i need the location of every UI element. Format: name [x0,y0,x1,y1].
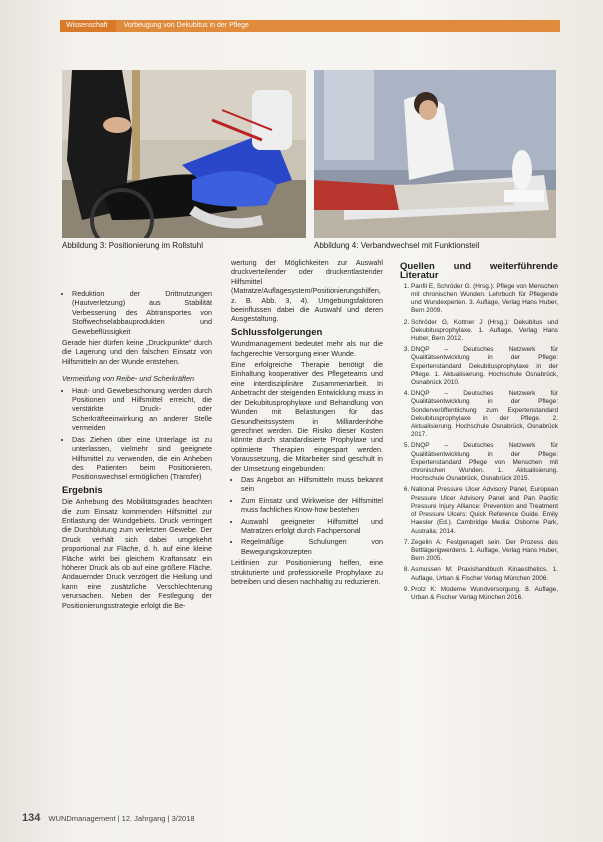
column-middle [231,258,383,588]
paragraph: wertung der Möglichkeiten zur Auswahl druckverteilender oder druckentlastender Hilfsmittel (Matratze/Auflagesystem/Positionierungshilfen, z. B. Abb. 3, 4). Umgebungsfaktoren beeinflussen dabei die Auswahl und deren Ausgestaltung. [231,258,383,324]
paragraph: Eine erfolgreiche Therapie benötigt die Einhaltung kooperativer des Pflegeteams und eine interdisziplinäre Zusammenarbeit. In Anbetracht der steigenden Entwicklung muss in der Dekubitusprophylaxe und Behandlung von Wunden mit Belastungen für das Gesundheitssystem in Milliardenhöhe gerechnet werden. Die Risiko dieser Kosten könnte durch standardisierte Prophylaxe und optimierte Therapien eingespart werden. Voraussetzung, die Mitarbeiter sind geschult in der Umsetzung eingebunden: [231,360,383,473]
list-item: • Zum Einsatz und Wirkweise der Hilfsmittel muss fachliches Know-how bestehen [241,496,383,515]
reference-item: 7. Zegelin A: Festgenagelt sein. Der Prozess des Bettlägerigwerdens. 1. Auflage, Verlag Hans Huber, Bern 2005. [411,539,558,564]
column-right [400,258,558,605]
paragraph: Wundmanagement bedeutet mehr als nur die fachgerechte Versorgung einer Wunde. [231,339,383,358]
header-title: Vorbeugung von Dekubitus in der Pflege [123,22,249,29]
paragraph: Leitlinien zur Positionierung helfen, eine strukturierte und professionelle Prophylaxe zu betreiben und diesen nachhaltig zu reduzieren. [231,558,383,586]
bullet-list [62,289,212,336]
reference-item: 3. DNQP – Deutsches Netzwerk für Qualitätsentwicklung in der Pflege: Expertenstandard Dekubitusprophylaxe in der Pflege. 1. Aktualisierung. Hochschule Osnabrück, Osnabrück 2010. [411,346,558,387]
reference-item: 9. Protz K: Moderne Wundversorgung. 8. Auflage, Urban & Fischer Verlag München 2016. [411,586,558,602]
references-heading: Quellen und weiterführende Literatur [400,261,558,282]
figure-caption-3: Abbildung 3: Positionierung im Rollstuhl [62,241,203,250]
reference-item: 6. National Pressure Ulcer Advisory Panel, European Pressure Ulcer Advisory Panel and Pan Pacific Pressure Injury Alliance: Prevention and Treatment of Pressure Ulcers: Quick Reference Guide. Emily Haesler (Ed.). Cambridge Media: Osborne Park, Australia; 2014. [411,486,558,535]
reference-item: 5. DNQP – Deutsches Netzwerk für Qualitätsentwicklung in der Pflege: Expertenstandard Pflege von Menschen mit chronischen Wunden. 1. Aktualisierung. Hochschule Osnabrück, Osnabrück 2015. [411,442,558,483]
list-item: • Auswahl geeigneter Hilfsmittel und Matratzen erfolgt durch Fachpersonal [241,517,383,536]
figure-caption-4: Abbildung 4: Verbandwechsel mit Funktionsteil [314,241,480,250]
paragraph: Die Anhebung des Mobilitätsgrades beachten die zum Einsatz kommenden Hilfsmittel zur Entlastung der Wundgebiets. Druck verringert die Durchblutung zum verletzten Gewebe. Der Druck verhält sich dabei umgekehrt proportional zur Fläche, d. h. auf eine kleine Fläche wirkt bei gleichem Kraftansatz ein höherer Druck als ob auf eine größere Fläche. Andauernder Druck verzögert die Heilung und kann eine zusätzliche Verschlechterung verursachen. Neben der Festlegung der Positionierungsstrategie erfolgt die Be- [62,497,212,610]
list-item: • Reduktion der Drittnutzungen (Hautverletzung) aus Stabilität Verbesserung des Abtransportes von Stoffwechselabbauprodukten und Gewebeflüssigkeit [72,289,212,336]
reference-item: 8. Asmussen M: Praxishandbuch Kinaesthetics. 1. Auflage, Urban & Fischer Verlag München 2006. [411,566,558,582]
reference-item: 1. Panfil E, Schröder G. (Hrsg.): Pflege von Menschen mit chronischen Wunden. Lehrbuch für Pflegende und Wundexperten. 3. Auflage, Verlag Hans Huber, Bern 2009. [411,283,558,316]
list-item: • Das Ziehen über eine Unterlage ist zu unterlassen, vielmehr sind geeignete Hilfsmittel zu verwenden, die ein Anheben des Patienten beim Positionieren, Positionswechsel ermöglichen (Transfer) [72,435,212,482]
journal-info: WUNDmanagement | 12. Jahrgang | 3/2018 [48,814,195,823]
figure-dressing-photo [314,70,556,238]
section-heading: Ergebnis [62,484,103,496]
reference-list [400,283,558,602]
reference-item: 4. DNQP – Deutsches Netzwerk für Qualitätsentwicklung in der Pflege: Sonderveröffentlichung zum Expertenstandard Dekubitusprophylaxe in der Pflege. 2. Aktualisierung. Hochschule Osnabrück, Osnabrück 2017. [411,390,558,439]
list-item: • Das Angebot an Hilfsmitteln muss bekannt sein [241,475,383,494]
header-section: Wissenschaft [60,20,116,32]
list-item: • Haut- und Gewebeschonung werden durch Positionen und Hilfsmittel erreicht, die verstärkte Druck- oder Scherkräfteeinwirkung an anderer Stelle vermeiden [72,386,212,433]
column-left [62,289,212,612]
page-number: 134 [22,812,41,824]
bullet-list [62,386,212,482]
section-heading: Schlussfolgerungen [231,326,323,338]
page-footer [22,812,195,824]
figure-wheelchair-photo [62,70,306,238]
bullet-list [231,475,383,556]
running-header [60,20,560,32]
reference-item: 2. Schröder G, Kottner J (Hrsg.): Dekubitus und Dekubitusprophylaxe. 1. Auflage, Verlag Hans Huber, Bern 2012. [411,319,558,344]
paragraph: Gerade hier dürfen keine „Druckpunkte“ durch die Lagerung und den falschen Einsatz von Hilfsmitteln an der Wunde entstehen. [62,338,212,366]
subheading: Vermeidung von Reibe- und Scherkräften [62,374,194,384]
list-item: • Regelmäßige Schulungen von Bewegungskonzepten [241,537,383,556]
